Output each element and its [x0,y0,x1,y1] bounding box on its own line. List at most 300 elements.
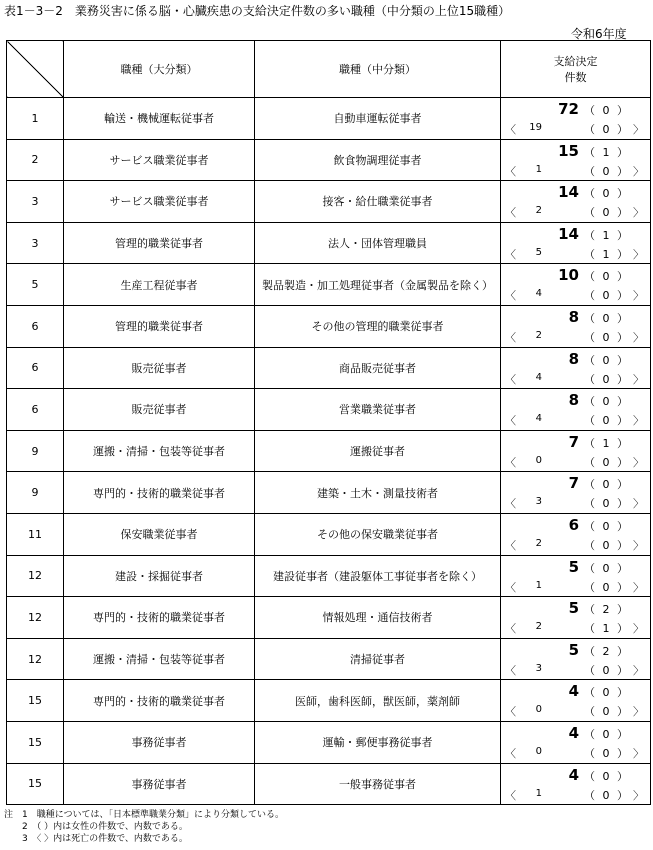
female-count-value: 0 [602,311,610,325]
rank-cell: 9 [7,472,64,514]
female-count-value: 0 [602,270,610,284]
count-cell [501,555,651,597]
death-female-count [584,121,628,137]
open-paren: （ [584,727,595,741]
open-paren: （ [584,788,595,802]
death-female-count [584,287,628,303]
close-paren: ） [617,414,628,428]
death-line [501,577,650,593]
open-paren: （ [584,187,595,201]
open-paren: （ [584,455,595,469]
open-paren: （ [584,104,595,117]
death-female-count [584,454,628,470]
open-angle: 〈 [505,289,516,303]
rank-cell: 15 [7,680,64,722]
major-category-cell: 輸送・機械運転従事者 [64,98,255,140]
female-count [584,185,628,201]
minor-category-cell: 営業職業従事者 [255,389,501,431]
minor-category-cell: 法人・団体管理職員 [255,222,501,264]
close-paren: ） [617,519,628,533]
open-paren: （ [584,746,595,760]
death-female-value: 0 [602,372,610,386]
table-row [7,513,651,555]
open-paren: （ [584,395,595,409]
count-value: 15 [558,141,579,160]
open-paren: （ [584,330,595,344]
death-line [501,285,650,301]
female-count-value: 0 [602,478,610,492]
death-female-value: 0 [602,289,610,303]
open-angle: 〈 [505,372,516,386]
table-row [7,472,651,514]
open-paren: （ [584,561,595,575]
open-paren: （ [584,538,595,552]
minor-category-cell: その他の保安職業従事者 [255,513,501,555]
female-count [584,268,628,284]
open-paren: （ [584,663,595,677]
footnotes [4,809,284,845]
close-paren: ） [617,497,628,511]
count-value: 7 [568,432,579,451]
table-row [7,98,651,140]
table-row [7,305,651,347]
count-line [501,392,650,408]
count-cell [501,430,651,472]
open-paren: （ [584,580,595,594]
close-angle: 〉 [633,705,644,719]
death-count-value: 19 [529,122,542,133]
header-count-line2: 件数 [564,71,587,84]
count-line [501,434,650,450]
minor-category-cell: 一般事務従事者 [255,763,501,805]
table-row [7,680,651,722]
minor-category-cell: 飲食物調理従事者 [255,139,501,181]
major-category-cell: 専門的・技術的職業従事者 [64,472,255,514]
death-line [501,535,650,551]
female-count-value: 0 [602,395,610,409]
death-female-count [584,163,628,179]
death-female-count [584,495,628,511]
open-paren: （ [584,622,595,636]
header-minor-category: 職種（中分類） [255,41,501,98]
count-value: 5 [568,599,579,618]
death-line [501,660,650,676]
close-angle: 〉 [633,372,644,386]
count-line [501,267,650,283]
close-angle: 〉 [633,580,644,594]
open-paren: （ [584,436,595,450]
death-female-value: 1 [602,622,610,636]
minor-category-cell: 自動車運転従事者 [255,98,501,140]
major-category-cell: サービス職業従事者 [64,139,255,181]
female-count-value: 2 [602,644,610,658]
death-female-value: 0 [602,788,610,802]
rank-cell: 3 [7,181,64,223]
count-cell [501,264,651,306]
close-paren: ） [617,436,628,450]
close-angle: 〉 [633,663,644,677]
death-female-count [584,745,628,761]
open-paren: （ [584,497,595,511]
count-value: 72 [558,100,579,118]
death-count-value: 1 [535,579,542,591]
count-line [501,517,650,533]
female-count [584,102,628,118]
count-line [501,226,650,242]
open-angle: 〈 [505,164,516,178]
open-angle: 〈 [505,247,516,261]
death-line [501,701,650,717]
open-angle: 〈 [505,705,516,719]
female-count [584,352,628,368]
rank-cell: 3 [7,222,64,264]
close-angle: 〉 [633,622,644,636]
death-count-value: 2 [535,329,542,341]
close-angle: 〉 [633,455,644,469]
death-line [501,369,650,385]
open-angle: 〈 [505,123,516,136]
death-count-value: 4 [535,371,542,383]
open-angle: 〈 [505,330,516,344]
open-paren: （ [584,145,595,159]
close-paren: ） [617,353,628,367]
death-female-count [584,329,628,345]
female-count-value: 0 [602,187,610,201]
death-female-value: 0 [602,455,610,469]
open-angle: 〈 [505,206,516,220]
rank-cell: 5 [7,264,64,306]
table-row [7,597,651,639]
count-line [501,475,650,491]
open-angle: 〈 [505,580,516,594]
close-angle: 〉 [633,123,644,136]
major-category-cell: 専門的・技術的職業従事者 [64,680,255,722]
death-count-value: 2 [535,205,542,217]
major-category-cell: 生産工程従事者 [64,264,255,306]
count-value: 8 [568,391,579,410]
death-line [501,493,650,509]
death-female-value: 0 [602,330,610,344]
female-count [584,643,628,659]
close-angle: 〉 [633,247,644,261]
death-female-count [584,537,628,553]
open-angle: 〈 [505,622,516,636]
close-paren: ） [617,206,628,220]
rank-cell: 12 [7,638,64,680]
table-row [7,222,651,264]
open-angle: 〈 [505,663,516,677]
rank-cell: 6 [7,347,64,389]
table-title: 表1－3－2 業務災害に係る脳・心臓疾患の支給決定件数の多い職種（中分類の上位15職種） [4,4,511,18]
major-category-cell: 運搬・清掃・包装等従事者 [64,638,255,680]
rank-cell: 6 [7,389,64,431]
minor-category-cell: 情報処理・通信技術者 [255,597,501,639]
rank-cell: 6 [7,305,64,347]
footnote-2: 2 （ ）内は女性の件数で、内数である。 [4,822,188,832]
count-line [501,600,650,616]
death-count-value: 5 [535,246,542,258]
female-count-value: 0 [602,686,610,700]
count-value: 14 [558,224,579,243]
close-paren: ） [617,145,628,159]
count-cell [501,98,651,140]
female-count-value: 2 [602,603,610,617]
close-paren: ） [617,187,628,201]
minor-category-cell: 運搬従事者 [255,430,501,472]
open-angle: 〈 [505,497,516,511]
footnote-1: 注 1 職種については、「日本標準職業分類」により分類している。 [4,810,285,820]
close-angle: 〉 [633,788,644,802]
rank-cell: 15 [7,721,64,763]
minor-category-cell: その他の管理的職業従事者 [255,305,501,347]
death-count-value: 1 [535,787,542,799]
open-paren: （ [584,123,595,136]
open-paren: （ [584,519,595,533]
death-count-value: 2 [535,621,542,633]
table-row [7,763,651,805]
open-paren: （ [584,228,595,242]
open-angle: 〈 [505,788,516,802]
rank-cell: 12 [7,597,64,639]
close-paren: ） [617,330,628,344]
open-paren: （ [584,414,595,428]
female-count [584,518,628,534]
count-value: 4 [568,765,579,784]
count-cell [501,680,651,722]
open-paren: （ [584,164,595,178]
death-count-value: 4 [535,413,542,425]
count-cell [501,389,651,431]
death-female-count [584,246,628,262]
major-category-cell: 事務従事者 [64,721,255,763]
open-paren: （ [584,270,595,284]
header-count-line1: 支給決定 [553,55,598,68]
female-count-value: 1 [602,145,610,159]
close-angle: 〉 [633,497,644,511]
minor-category-cell: 接客・給仕職業従事者 [255,181,501,223]
female-count [584,144,628,160]
close-angle: 〉 [633,538,644,552]
open-paren: （ [584,705,595,719]
death-female-value: 0 [602,123,610,136]
death-female-value: 0 [602,663,610,677]
female-count [584,393,628,409]
open-paren: （ [584,247,595,261]
table-row [7,721,651,763]
close-paren: ） [617,538,628,552]
death-female-count [584,412,628,428]
table-row [7,139,651,181]
major-category-cell: 事務従事者 [64,763,255,805]
count-cell [501,305,651,347]
close-paren: ） [617,603,628,617]
close-paren: ） [617,788,628,802]
table-row [7,264,651,306]
count-value: 7 [568,474,579,493]
open-paren: （ [584,353,595,367]
major-category-cell: 管理的職業従事者 [64,305,255,347]
count-value: 5 [568,640,579,659]
death-female-value: 0 [602,206,610,220]
count-cell [501,139,651,181]
open-paren: （ [584,311,595,325]
minor-category-cell: 医師，歯科医師，獣医師，薬剤師 [255,680,501,722]
death-female-value: 0 [602,538,610,552]
death-line [501,452,650,468]
close-paren: ） [617,104,628,117]
count-value: 14 [558,183,579,202]
death-line [501,161,650,177]
count-value: 10 [558,266,579,285]
female-count [584,310,628,326]
open-angle: 〈 [505,455,516,469]
death-line [501,327,650,343]
close-paren: ） [617,769,628,783]
death-line [501,202,650,218]
female-count-value: 0 [602,769,610,783]
table-row [7,347,651,389]
death-female-value: 0 [602,497,610,511]
minor-category-cell: 製品製造・加工処理従事者（金属製品を除く） [255,264,501,306]
count-line [501,184,650,200]
death-count-value: 0 [535,704,542,716]
occupation-table [6,40,651,805]
table-row [7,555,651,597]
rank-cell: 15 [7,763,64,805]
female-count-value: 0 [602,561,610,575]
open-paren: （ [584,289,595,303]
major-category-cell: 運搬・清掃・包装等従事者 [64,430,255,472]
close-angle: 〉 [633,289,644,303]
count-cell [501,472,651,514]
death-line [501,618,650,634]
corner-diagonal-cell [7,41,64,98]
death-line [501,410,650,426]
count-value: 8 [568,307,579,326]
death-count-value: 4 [535,288,542,300]
rank-cell: 9 [7,430,64,472]
death-female-count [584,620,628,636]
female-count-value: 0 [602,104,610,117]
close-angle: 〉 [633,746,644,760]
close-paren: ） [617,289,628,303]
death-count-value: 0 [535,454,542,466]
count-cell [501,638,651,680]
major-category-cell: 専門的・技術的職業従事者 [64,597,255,639]
open-angle: 〈 [505,746,516,760]
close-angle: 〉 [633,164,644,178]
minor-category-cell: 清掃従事者 [255,638,501,680]
female-count [584,601,628,617]
header-major-category: 職種（大分類） [64,41,255,98]
major-category-cell: サービス職業従事者 [64,181,255,223]
female-count-value: 1 [602,436,610,450]
close-paren: ） [617,663,628,677]
rank-cell: 12 [7,555,64,597]
death-line [501,743,650,759]
count-line [501,683,650,699]
death-count-value: 3 [535,496,542,508]
minor-category-cell: 商品販売従事者 [255,347,501,389]
close-paren: ） [617,123,628,136]
female-count [584,560,628,576]
female-count-value: 0 [602,727,610,741]
death-count-value: 0 [535,745,542,757]
open-paren: （ [584,478,595,492]
count-value: 6 [568,515,579,534]
close-paren: ） [617,228,628,242]
count-line [501,725,650,741]
close-paren: ） [617,686,628,700]
count-cell [501,597,651,639]
open-paren: （ [584,769,595,783]
rank-cell: 11 [7,513,64,555]
death-count-value: 1 [535,163,542,175]
table-row [7,430,651,472]
death-female-count [584,371,628,387]
count-cell [501,721,651,763]
count-line [501,143,650,159]
close-paren: ） [617,478,628,492]
fiscal-year: 令和6年度 [571,27,627,41]
death-line [501,244,650,260]
female-count [584,435,628,451]
female-count [584,726,628,742]
death-female-count [584,579,628,595]
close-paren: ） [617,270,628,284]
table-row [7,638,651,680]
count-line [501,309,650,325]
open-paren: （ [584,686,595,700]
close-paren: ） [617,455,628,469]
close-angle: 〉 [633,330,644,344]
minor-category-cell: 運輸・郵便事務従事者 [255,721,501,763]
table-row [7,389,651,431]
close-paren: ） [617,247,628,261]
count-line [501,101,650,117]
female-count [584,768,628,784]
table-body [7,98,651,805]
close-paren: ） [617,561,628,575]
death-count-value: 3 [535,662,542,674]
death-female-value: 0 [602,580,610,594]
open-paren: （ [584,644,595,658]
header-count [501,41,651,98]
death-female-count [584,662,628,678]
death-line [501,785,650,801]
close-paren: ） [617,372,628,386]
female-count-value: 0 [602,353,610,367]
count-line [501,351,650,367]
female-count [584,227,628,243]
close-paren: ） [617,644,628,658]
female-count [584,684,628,700]
open-paren: （ [584,603,595,617]
count-value: 8 [568,349,579,368]
count-line [501,559,650,575]
rank-cell: 2 [7,139,64,181]
female-count-value: 0 [602,519,610,533]
female-count [584,476,628,492]
close-paren: ） [617,395,628,409]
death-female-count [584,703,628,719]
count-cell [501,763,651,805]
close-paren: ） [617,311,628,325]
death-female-value: 0 [602,705,610,719]
major-category-cell: 販売従事者 [64,347,255,389]
count-line [501,642,650,658]
count-value: 5 [568,557,579,576]
